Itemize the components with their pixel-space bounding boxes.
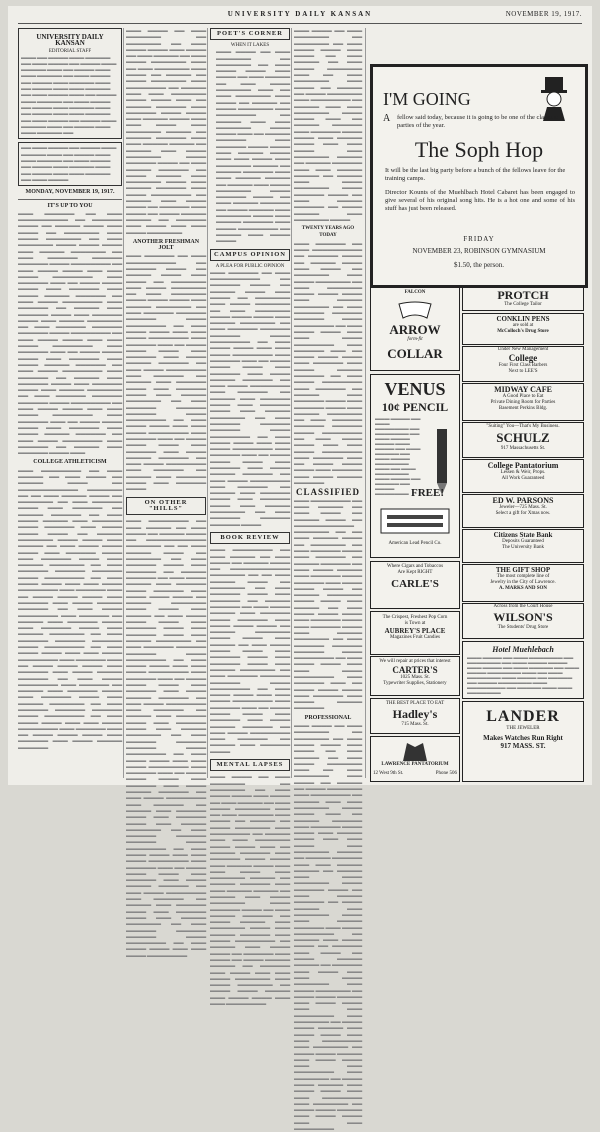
muehlbach-ad: Hotel Muehlebach ▬▬▬ ▬▬▬▬ ▬▬ ▬▬▬ ▬▬▬▬▬▬▬ ▬▬ ▬▬▬▬▬▬▬ ▬▬ ▬▬▬ ▬▬▬▬ ▬▬▬▬ ▬▬▬ ▬▬▬▬ ▬▬ ▬▬▬ ▬▬▬▬▬ ▬▬ ▬▬▬ ▬▬▬▬ ▬▬▬▬▬▬▬ ▬▬▬ ▬▬ ▬▬▬ ▬▬▬▬▬▬▬ ▬▬▬ ▬▬▬▬ ▬▬ ▬▬▬▬▬ ▬▬ ▬▬▬▬ ▬▬▬▬▬▬▬ ▬▬▬ ▬▬▬▬▬▬▬▬ ▬▬ ▬▬▬▬▬ ▬▬▬ ▬▬▬ ▬▬▬▬▬▬▬ bbox=[462, 641, 584, 699]
hadley-name: Hadley's bbox=[392, 707, 438, 721]
lander-name: LANDER bbox=[486, 708, 560, 725]
schulz-ad bbox=[462, 422, 584, 458]
masthead-rule bbox=[18, 23, 582, 24]
soph-hop-line1: I'M GOING bbox=[383, 89, 471, 109]
suit-icon bbox=[399, 739, 431, 761]
conklin-sub2: McColloch's Drug Store bbox=[497, 329, 549, 334]
masthead-date: NOVEMBER 19, 1917. bbox=[505, 10, 582, 18]
citizens-name: Citizens State Bank bbox=[493, 531, 553, 539]
column-1: UNIVERSITY DAILY KANSAN EDITORIAL STAFF ▬▬▬ ▬▬ ▬▬▬▬ ▬▬▬ ▬▬▬▬▬ ▬▬ ▬▬▬ ▬▬▬▬ ▬▬ ▬▬▬▬ ▬▬▬ ▬▬▬▬▬ ▬▬▬ ▬▬ ▬▬▬▬ ▬▬▬ ▬▬▬ ▬▬▬▬▬ ▬▬ ▬▬▬ ▬▬▬▬ ▬▬ ▬▬▬▬ ▬▬▬ ▬▬▬▬▬ ▬▬▬ ▬▬ ▬▬▬▬ ▬▬▬ ▬▬▬ ▬▬▬▬▬ ▬▬ ▬▬▬ ▬▬▬▬ ▬▬▬ ▬▬ ▬▬▬▬ ▬▬▬ ▬▬▬▬▬ ▬▬ ▬▬▬ ▬▬▬▬ ▬▬ ▬▬▬▬ ▬▬▬ ▬▬▬▬▬ ▬▬▬ ▬▬ ▬▬▬▬ ▬▬▬ ▬▬▬ ▬▬▬▬▬ ▬▬ ▬▬▬ ▬▬▬▬ ▬▬ ▬▬▬▬ ▬▬▬ ▬▬▬▬▬ ▬▬▬ ▬▬ ▬▬▬▬ ▬▬▬ ▬▬▬ ▬▬▬▬▬ ▬▬ ▬▬ ▬▬▬ ▬▬▬▬ ▬▬ ▬▬▬▬ ▬▬▬ ▬▬▬▬▬ ▬▬▬ ▬▬ ▬▬▬▬ ▬▬▬ ▬▬▬ ▬▬▬▬▬ ▬▬ ▬▬▬ ▬▬▬▬ ▬▬ ▬▬▬▬ ▬▬▬ ▬▬▬▬▬ ▬▬▬ ▬▬ ▬▬▬▬ ▬▬▬ ▬▬▬ ▬▬▬▬▬ ▬▬ ▬▬▬ ▬▬▬▬ MONDAY, NOVEMBER 19, 1917. IT'S UP TO YOU ▬▬▬ ▬▬▬▬▬▬ ▬▬ ▬▬▬ ▬▬▬▬▬▬▬▬▬▬ ▬▬ ▬▬▬▬▬▬ ▬▬▬▬ ▬▬ ▬▬▬▬▬ ▬▬▬▬ ▬▬▬ ▬▬▬▬ ▬▬ ▬▬▬▬▬▬▬ ▬▬▬ ▬▬▬▬ ▬▬▬▬▬▬▬ ▬▬ ▬▬▬ ▬▬▬▬▬▬▬ ▬▬▬▬ ▬▬▬▬ ▬▬▬▬ ▬▬▬ ▬▬▬▬▬ ▬▬▬▬▬▬▬ ▬▬ ▬▬▬ ▬▬▬▬▬▬ ▬▬▬▬▬▬ ▬▬▬▬▬▬ ▬▬▬▬ ▬▬▬▬▬▬▬▬ ▬▬ ▬▬▬ ▬▬▬▬ ▬▬▬▬ ▬▬▬ ▬▬▬ ▬▬▬▬ ▬▬▬▬▬▬▬▬ ▬▬▬ ▬▬▬▬▬▬ ▬▬▬ ▬▬ ▬▬▬▬ ▬▬▬▬ ▬▬▬▬ ▬▬▬ ▬▬▬▬▬▬ ▬▬▬ ▬▬▬▬ ▬▬▬▬▬ ▬▬▬▬▬▬ ▬▬ ▬▬▬ ▬▬▬▬ ▬▬▬▬▬▬▬▬ ▬▬▬ ▬▬▬▬▬▬ ▬▬ ▬▬▬▬▬ ▬▬▬ ▬▬▬▬▬▬ ▬▬▬▬ ▬▬▬ ▬▬▬▬▬▬ ▬▬▬▬ ▬▬▬ ▬▬▬▬▬ ▬▬▬▬▬▬▬ ▬▬ ▬▬▬ ▬▬▬▬▬▬ ▬▬▬▬▬▬ ▬▬▬▬▬▬ ▬▬▬▬ ▬▬▬▬▬▬▬▬ ▬▬ ▬▬▬ ▬▬▬▬ ▬▬▬▬ ▬▬▬ ▬▬▬ ▬▬▬▬ ▬▬▬▬▬▬▬▬ ▬▬▬ ▬▬▬▬▬▬ ▬▬▬ ▬▬ ▬▬▬▬ ▬▬▬▬ ▬▬▬▬ ▬▬▬ ▬▬▬▬▬▬ ▬▬▬ ▬▬▬▬ ▬▬▬▬▬ ▬▬▬▬▬▬ ▬▬ ▬▬▬ ▬▬▬▬ ▬▬▬▬▬▬▬▬ ▬▬▬ ▬▬▬▬▬▬ ▬▬ ▬▬▬▬▬ ▬▬▬ ▬▬▬▬▬▬ ▬▬▬▬ ▬▬▬ ▬▬▬▬▬▬ ▬▬▬▬ ▬▬▬ ▬▬▬▬▬ ▬▬▬▬▬▬▬ ▬▬ ▬▬▬ ▬▬▬▬▬▬ ▬▬▬▬▬▬ ▬▬▬▬▬▬ ▬▬▬▬ ▬▬▬▬▬▬▬▬ ▬▬ ▬▬▬ ▬▬▬▬ ▬▬▬▬ ▬▬▬ ▬▬▬ ▬▬▬▬ ▬▬▬▬▬▬▬▬ ▬▬▬ ▬▬▬▬▬▬ ▬▬▬ ▬▬ ▬▬▬▬ ▬▬▬▬ ▬▬▬▬ ▬▬▬ ▬▬▬▬▬▬ ▬▬▬ ▬▬▬▬ ▬▬▬▬▬ ▬▬▬▬▬▬ ▬▬ ▬▬▬ ▬▬▬▬ ▬▬▬▬▬▬▬▬ ▬▬▬ ▬▬▬▬▬▬ ▬▬ ▬▬▬▬▬ ▬▬▬ ▬▬▬▬▬▬ ▬▬▬▬ ▬▬▬ COLLEGE ATHLETICISM ▬▬▬ ▬▬▬▬▬▬▬▬ ▬▬ ▬▬▬ ▬▬▬▬▬ ▬▬ ▬▬▬ ▬▬▬▬ ▬▬ ▬▬▬▬▬ ▬▬▬▬ ▬▬ ▬▬▬▬▬▬▬▬▬▬▬▬ ▬▬▬▬▬▬▬ ▬▬ ▬▬ ▬▬▬ ▬▬▬▬▬ ▬▬▬▬ ▬▬ ▬▬▬▬▬▬▬ ▬▬ ▬▬▬ ▬▬▬▬▬▬ ▬▬▬▬ ▬▬▬ ▬▬▬▬▬▬ ▬▬ ▬▬▬▬▬ ▬▬▬▬▬▬ ▬▬ ▬▬▬ ▬▬▬▬ ▬▬▬▬▬ ▬▬▬ ▬▬▬▬▬▬ ▬▬▬▬ ▬▬▬▬▬▬ ▬▬▬ ▬▬▬▬ ▬▬▬▬ ▬▬▬▬ ▬▬ ▬▬▬▬▬ ▬▬▬▬▬▬▬ ▬▬▬▬ ▬▬▬▬ ▬▬▬ ▬▬▬▬▬ ▬▬ ▬▬▬ ▬▬▬▬ ▬▬▬▬ ▬▬▬▬ ▬▬▬ ▬▬▬▬▬▬ ▬▬▬▬ ▬▬▬ ▬▬▬▬▬▬ ▬▬▬▬ ▬▬▬ ▬▬▬▬▬ ▬▬▬▬▬▬▬ ▬▬ ▬▬▬ ▬▬▬▬▬▬ ▬▬▬▬▬▬ ▬▬▬▬▬▬ ▬▬▬▬ ▬▬▬▬▬▬▬▬ ▬▬ ▬▬▬ ▬▬▬▬ ▬▬▬▬ ▬▬▬ ▬▬▬ ▬▬▬▬ ▬▬▬▬▬▬▬▬ ▬▬▬ ▬▬▬▬▬▬ ▬▬▬ ▬▬ ▬▬▬▬ ▬▬▬▬ ▬▬▬▬ ▬▬▬ ▬▬▬▬▬▬ ▬▬▬ ▬▬▬▬ ▬▬▬▬▬ ▬▬▬▬▬▬ ▬▬ ▬▬▬ ▬▬▬▬ ▬▬▬▬▬▬▬▬ ▬▬▬ ▬▬▬▬▬▬ ▬▬ ▬▬▬▬▬ ▬▬▬ ▬▬▬▬▬▬ ▬▬▬▬ ▬▬▬ ▬▬▬▬▬▬ ▬▬▬▬ ▬▬▬ ▬▬▬▬▬ ▬▬▬▬▬▬▬ ▬▬ ▬▬▬ ▬▬▬▬▬▬ ▬▬▬▬▬▬ ▬▬▬▬▬▬ ▬▬▬▬ ▬▬▬▬▬▬▬▬ ▬▬ ▬▬▬ ▬▬▬▬ ▬▬▬▬ ▬▬▬ ▬▬▬ ▬▬▬▬ ▬▬▬▬▬▬▬▬ ▬▬▬ ▬▬▬▬▬▬ ▬▬▬ ▬▬ ▬▬▬▬ ▬▬▬▬ ▬▬▬▬ ▬▬▬ ▬▬▬▬▬▬ ▬▬▬ ▬▬▬▬ ▬▬▬▬▬ ▬▬▬▬▬▬ ▬▬ ▬▬▬ ▬▬▬▬ ▬▬▬▬▬▬▬▬ ▬▬▬ ▬▬▬▬▬▬ ▬▬ ▬▬▬▬▬ ▬▬▬ ▬▬▬▬▬▬ ▬▬▬▬ ▬▬▬ ▬▬▬▬▬▬ ▬▬▬▬ ▬▬▬ ▬▬▬▬▬ ▬▬▬▬▬▬▬ ▬▬ ▬▬▬ ▬▬▬▬▬▬ ▬▬▬▬▬▬ ▬▬▬▬▬▬ ▬▬▬▬ ▬▬▬▬▬▬▬▬ ▬▬ ▬▬▬ ▬▬▬▬ ▬▬▬▬ ▬▬▬ ▬▬▬ ▬▬▬▬ ▬▬▬▬▬▬▬▬ ▬▬▬ ▬▬▬▬▬▬ ▬▬▬ ▬▬ ▬▬▬▬ ▬▬▬▬ ▬▬▬▬ ▬▬▬ ▬▬▬▬▬▬ ▬▬▬ ▬▬▬▬ ▬▬▬▬▬ ▬▬▬▬▬▬ bbox=[18, 28, 122, 780]
wilsons-sub: The Students' Drug Store bbox=[497, 625, 549, 630]
college-pantatorium-ad bbox=[462, 459, 584, 493]
twenty-years-title: TWENTY YEARS AGO TODAY bbox=[301, 226, 355, 238]
section-campus-opinion: CAMPUS OPINION bbox=[210, 249, 290, 261]
carters-sub: Typewriter Supplies, Stationery bbox=[383, 681, 447, 686]
carters-repair: We will repair at prices that interest bbox=[379, 659, 451, 664]
muehlbach-name: Hotel Muehlebach bbox=[492, 645, 554, 654]
classified-title: CLASSIFIED bbox=[295, 487, 361, 498]
midway-sub2: Private Dining Room for Parties bbox=[490, 400, 556, 405]
hadleys-ad bbox=[370, 698, 460, 734]
professional-title: PROFESSIONAL bbox=[304, 714, 352, 721]
aubrey-line2: is Town at bbox=[404, 621, 426, 626]
lawrence-pant-addr: 12 West 9th St. bbox=[373, 771, 404, 776]
editorial-3-title: ANOTHER FRESHMAN JOLT bbox=[132, 238, 200, 252]
aubrey-ad bbox=[370, 611, 460, 655]
editorial-1-title: IT'S UP TO YOU bbox=[47, 202, 93, 209]
wilsons-ad bbox=[462, 603, 584, 639]
lawrence-pant-phone: Phone 506 bbox=[435, 771, 457, 776]
schulz-addr: 917 Massachusetts St. bbox=[500, 446, 546, 451]
gift-shop-name: THE GIFT SHOP bbox=[495, 566, 551, 574]
protch-name: PROTCH bbox=[497, 288, 549, 302]
venus-brand: VENUS bbox=[384, 379, 446, 399]
soph-hop-price: $1.50, the person. bbox=[454, 261, 504, 269]
hadley-top: THE BEST PLACE TO EAT bbox=[385, 701, 445, 706]
arrow-collar-ad bbox=[370, 287, 460, 371]
conklin-name: CONKLIN PENS bbox=[496, 315, 550, 323]
ed-parsons-sub: Jeweler—725 Mass. St. bbox=[499, 505, 547, 510]
hadley-addr: 715 Mass. St. bbox=[401, 722, 429, 727]
collar-icon bbox=[397, 300, 433, 320]
soph-hop-date-place: NOVEMBER 23, ROBINSON GYMNASIUM bbox=[412, 247, 546, 255]
lawrence-pant-name: LAWRENCE PANTATORIUM bbox=[381, 762, 449, 767]
college-shop1: Under New Management bbox=[497, 347, 549, 352]
venus-free: FREE! bbox=[411, 487, 444, 499]
editorial-2-title: COLLEGE ATHLETICISM bbox=[33, 459, 107, 466]
gift-sub2: The most complete line of bbox=[496, 574, 550, 579]
conklin-sub: are sold at bbox=[512, 323, 534, 328]
column-2: ▬▬▬ ▬▬▬▬ ▬▬ ▬▬▬ ▬▬▬▬▬▬▬ ▬▬ ▬▬▬▬▬▬▬ ▬▬ ▬▬▬ ▬▬▬▬ ▬▬▬▬ ▬▬▬ ▬▬▬▬ ▬▬ ▬▬▬ ▬▬▬▬▬ ▬▬ ▬▬▬ ▬▬▬▬ ▬▬▬▬▬▬▬ ▬▬▬ ▬▬ ▬▬▬ ▬▬▬▬▬▬▬ ▬▬▬ ▬▬▬▬ ▬▬ ▬▬▬▬▬ ▬▬ ▬▬▬▬ ▬▬▬▬▬▬▬ ▬▬▬ ▬▬▬▬▬▬▬▬ ▬▬ ▬▬▬▬▬ ▬▬▬ ▬▬▬ ▬▬▬▬▬▬▬ ▬▬▬▬ ▬▬▬▬ ▬▬▬ ▬▬ ▬▬▬▬▬ ▬▬▬▬▬▬ ▬▬▬ ▬▬▬▬▬▬ ▬▬▬▬ ▬▬▬▬ ▬▬▬ ▬▬▬▬▬ ▬▬▬▬ ▬▬▬ ▬▬▬ ▬▬▬▬ ▬▬▬ ▬▬▬▬▬▬▬ ▬▬▬▬▬ ▬▬ ▬▬▬▬▬ ▬▬▬▬▬▬ ▬▬▬ ▬▬▬ ▬▬▬▬▬ ▬▬▬▬▬ ▬▬ ▬▬▬▬▬ ▬▬▬ ▬▬▬▬ ▬▬▬▬▬▬▬ ▬▬▬▬ ▬▬▬▬▬▬ ▬▬▬▬ ▬▬ ▬▬▬ ▬▬▬▬▬ ▬▬▬▬▬▬ ▬▬ ▬▬▬▬ ▬▬▬▬▬ ▬▬▬ ▬▬▬▬▬▬▬ ▬▬▬▬ ▬▬▬ ▬▬▬▬▬ ▬▬▬▬▬▬ ▬▬▬ ▬▬▬▬ ▬▬▬▬▬▬▬▬ ▬▬ ▬▬▬▬▬ ▬▬▬ ▬▬▬▬ ▬▬▬▬ ▬▬ ▬▬▬▬▬▬ ▬▬▬ ▬▬▬▬ ▬▬ ▬▬▬▬ ▬▬▬▬▬ ▬▬▬▬▬ ▬▬ ▬▬▬▬▬▬ ▬▬▬ ▬▬▬▬ ▬▬▬ ▬▬▬ ▬▬▬▬ ▬▬▬▬▬▬▬ ANOTHER FRESHMAN JOLT ▬▬▬ ▬▬▬▬▬▬ ▬▬ ▬▬▬ ▬▬▬▬▬▬▬▬▬▬ ▬▬ ▬▬▬▬▬▬ ▬▬▬▬ ▬▬ ▬▬▬▬▬ ▬▬▬▬ ▬▬▬ ▬▬▬▬ ▬▬ ▬▬▬▬▬▬▬ ▬▬▬ ▬▬▬▬ ▬▬▬▬▬▬▬ ▬▬ ▬▬▬ ▬▬▬▬▬▬▬ ▬▬▬▬ ▬▬▬▬ ▬▬▬▬ ▬▬▬ ▬▬▬▬▬ ▬▬▬▬▬▬▬ ▬▬ ▬▬▬ ▬▬▬▬▬▬ ▬▬▬▬▬▬ ▬▬▬▬▬▬ ▬▬▬▬ ▬▬▬▬▬▬▬▬ ▬▬ ▬▬▬ ▬▬▬▬ ▬▬▬▬ ▬▬▬ ▬▬▬ ▬▬▬▬ ▬▬▬▬▬▬▬▬ ▬▬▬ ▬▬▬▬▬▬ ▬▬▬ ▬▬ ▬▬▬▬ ▬▬▬▬ ▬▬▬▬ ▬▬▬ ▬▬▬▬▬▬ ▬▬▬ ▬▬▬▬ ▬▬▬▬▬ ▬▬▬▬▬▬ ▬▬ ▬▬▬ ▬▬▬▬ ▬▬▬▬▬▬▬▬ ▬▬▬ ▬▬▬▬▬▬ ▬▬ ▬▬▬▬▬ ▬▬▬ ▬▬▬▬▬▬ ▬▬▬▬ ▬▬▬ ▬▬▬▬▬▬ ▬▬▬▬ ▬▬▬ ▬▬▬▬▬ ▬▬▬▬▬▬▬ ▬▬ ▬▬▬ ▬▬▬▬▬▬ ▬▬▬▬▬▬ ▬▬▬▬▬▬ ▬▬▬▬ ▬▬▬▬▬▬▬▬ ▬▬ ▬▬▬ ▬▬▬▬ ▬▬▬▬ ▬▬▬ ▬▬▬ ▬▬▬▬ ▬▬▬▬▬▬▬▬ ▬▬▬ ▬▬▬▬▬▬ ▬▬▬ ▬▬ ▬▬▬▬ ▬▬▬▬ ▬▬▬▬ ▬▬▬ ▬▬▬▬▬▬ ▬▬▬ ▬▬▬▬ ▬▬▬▬▬ ▬▬▬▬▬▬ ▬▬ ▬▬▬ ▬▬▬▬ ▬▬▬▬▬▬▬▬ ▬▬▬ ▬▬▬▬▬▬ ▬▬ ▬▬▬▬▬ ▬▬▬ ▬▬▬▬▬▬ ▬▬▬▬ ▬▬▬ ▬▬▬▬▬▬ ▬▬▬▬ ON OTHER "HILLS" ▬▬▬ ▬▬▬▬▬▬▬▬ ▬▬ ▬▬▬ ▬▬▬▬▬ ▬▬ ▬▬▬ ▬▬▬▬ ▬▬ ▬▬▬▬▬ ▬▬▬▬ ▬▬ ▬▬▬▬▬▬▬▬▬▬▬▬ ▬▬▬▬▬▬▬ ▬▬ ▬▬ ▬▬▬ ▬▬▬▬▬ ▬▬▬▬ ▬▬ ▬▬▬▬▬▬▬ ▬▬ ▬▬▬ ▬▬▬▬▬▬ ▬▬▬▬ ▬▬▬ ▬▬▬▬▬▬ ▬▬ ▬▬▬▬▬ ▬▬▬▬▬▬ ▬▬ ▬▬▬ ▬▬▬▬ ▬▬▬▬▬ ▬▬▬ ▬▬▬▬▬▬ ▬▬▬▬ ▬▬▬▬▬▬ ▬▬▬ ▬▬▬▬ ▬▬▬▬ ▬▬▬▬ ▬▬ ▬▬▬▬▬ ▬▬▬▬▬▬▬ ▬▬▬▬ ▬▬▬▬ ▬▬▬ ▬▬▬▬▬ ▬▬ ▬▬▬ ▬▬▬▬ ▬▬▬▬ ▬▬▬▬ ▬▬▬ ▬▬▬▬▬▬ ▬▬▬▬ ▬▬▬ ▬▬▬▬▬▬ ▬▬▬▬ ▬▬▬ ▬▬▬▬▬ ▬▬▬▬▬▬▬ ▬▬ ▬▬▬ ▬▬▬▬▬▬ ▬▬▬▬▬▬ ▬▬▬▬▬▬ ▬▬▬▬ ▬▬▬▬▬▬▬▬ ▬▬ ▬▬▬ ▬▬▬▬ ▬▬▬▬ ▬▬▬ ▬▬▬ ▬▬▬▬ ▬▬▬▬▬▬▬▬ ▬▬▬ ▬▬▬▬▬▬ ▬▬▬ ▬▬ ▬▬▬▬ ▬▬▬▬ ▬▬▬▬ ▬▬▬ ▬▬▬▬▬▬ ▬▬▬ ▬▬▬▬ ▬▬▬▬▬ ▬▬▬▬▬▬ ▬▬ ▬▬▬ ▬▬▬▬ ▬▬▬▬▬▬▬▬ ▬▬▬ ▬▬▬▬▬▬ ▬▬ ▬▬▬▬▬ ▬▬▬ ▬▬▬▬▬▬ ▬▬▬▬ ▬▬▬ ▬▬▬▬▬▬ ▬▬▬▬ ▬▬▬ ▬▬▬▬▬ ▬▬▬▬▬▬▬ ▬▬ ▬▬▬ ▬▬▬▬▬▬ ▬▬▬▬▬▬ ▬▬▬▬▬▬ ▬▬▬▬ ▬▬▬▬▬▬▬▬ ▬▬ ▬▬▬ ▬▬▬▬ ▬▬▬▬ ▬▬▬ ▬▬▬ ▬▬▬▬ ▬▬▬▬▬▬▬▬ ▬▬▬ ▬▬▬▬▬▬ ▬▬▬ ▬▬ ▬▬▬▬ ▬▬▬▬ ▬▬▬▬ ▬▬▬ ▬▬▬▬▬▬ ▬▬▬ ▬▬▬▬ ▬▬▬▬▬ ▬▬▬▬▬▬ ▬▬ ▬▬▬ ▬▬▬▬ ▬▬▬▬▬▬▬▬ ▬▬▬ ▬▬▬▬▬▬ ▬▬ ▬▬▬▬▬ ▬▬▬ ▬▬▬▬▬▬ ▬▬▬▬ ▬▬▬ ▬▬▬▬▬▬ ▬▬▬▬ ▬▬▬ ▬▬▬▬▬ ▬▬▬▬▬▬▬ ▬▬ ▬▬▬ ▬▬▬▬▬▬ ▬▬▬▬▬▬ ▬▬▬▬▬▬ ▬▬▬▬ ▬▬▬▬▬▬▬▬ ▬▬ ▬▬▬ ▬▬▬▬ ▬▬▬▬ ▬▬▬ ▬▬▬ ▬▬▬▬ ▬▬▬▬▬▬▬▬ ▬▬▬ ▬▬▬▬▬▬ ▬▬▬ ▬▬ ▬▬▬▬ ▬▬▬▬ ▬▬▬▬ ▬▬▬ ▬▬▬▬▬▬ ▬▬▬ ▬▬▬▬ ▬▬▬▬▬ ▬▬▬▬▬▬ ▬▬ ▬▬▬ ▬▬▬▬ ▬▬▬▬▬▬▬▬ ▬▬▬ ▬▬▬▬▬▬ ▬▬ ▬▬▬▬▬ ▬▬▬ ▬▬▬▬▬▬ ▬▬▬▬ ▬▬▬ ▬▬▬▬▬▬ ▬▬▬▬ ▬▬▬ ▬▬▬▬▬ ▬▬▬▬▬▬▬ ▬▬ ▬▬▬ ▬▬▬▬▬▬ ▬▬▬▬▬▬ ▬▬▬▬▬▬ ▬▬▬▬ ▬▬▬▬▬▬▬▬ ▬▬ ▬▬▬ ▬▬▬▬ ▬▬▬▬ ▬▬▬ ▬▬▬ ▬▬▬▬ ▬▬▬▬▬▬▬▬ bbox=[126, 28, 206, 959]
gift-owner: A. MARKS AND SON bbox=[498, 586, 548, 591]
notice-box: ▬▬ ▬▬▬ ▬▬▬▬ ▬▬ ▬▬▬▬ ▬▬▬ ▬▬▬▬▬ ▬▬▬ ▬▬ ▬▬▬▬ ▬▬▬ ▬▬▬ ▬▬▬▬▬ ▬▬ ▬▬▬ ▬▬▬▬ ▬▬ ▬▬▬▬ ▬▬▬ ▬▬▬▬▬ ▬▬▬ ▬▬ ▬▬▬▬ ▬▬▬ ▬▬▬ ▬▬▬▬▬ ▬▬ ▬▬▬ ▬▬▬▬ bbox=[18, 142, 122, 186]
aubrey-name: AUBREY'S PLACE bbox=[384, 627, 446, 635]
carters-ad bbox=[370, 656, 460, 696]
soph-hop-body: It will be the last big party before a bunch of the fellows leave for the training camps. bbox=[385, 167, 566, 182]
column-3: POET'S CORNER WHEN IT LAKES ▬▬▬ ▬▬▬▬ ▬▬ ▬▬▬ ▬▬▬▬▬▬▬ ▬▬ ▬▬▬▬▬▬▬ ▬▬ ▬▬▬ ▬▬▬▬ ▬▬▬▬ ▬▬▬ ▬▬▬▬ ▬▬ ▬▬▬ ▬▬▬▬▬ ▬▬ ▬▬▬ ▬▬▬▬ ▬▬▬▬▬▬▬ ▬▬▬ ▬▬ ▬▬▬ ▬▬▬▬▬▬▬ ▬▬▬ ▬▬▬▬ ▬▬ ▬▬▬▬▬ ▬▬ ▬▬▬▬ ▬▬▬▬▬▬▬ ▬▬▬ ▬▬▬▬▬▬▬▬ ▬▬ ▬▬▬▬▬ ▬▬▬ ▬▬▬ ▬▬▬▬▬▬▬ ▬▬▬▬ ▬▬▬▬ ▬▬▬ ▬▬ ▬▬▬▬▬ ▬▬▬▬▬▬ ▬▬▬ ▬▬▬▬▬▬ ▬▬▬▬ ▬▬▬▬ ▬▬▬ ▬▬▬▬▬ ▬▬▬▬ ▬▬▬ ▬▬▬ ▬▬▬▬ ▬▬▬ ▬▬▬▬▬▬▬ ▬▬▬▬▬ ▬▬ ▬▬▬▬▬ ▬▬▬▬▬▬ ▬▬▬ ▬▬▬ ▬▬▬▬▬ ▬▬▬▬▬ ▬▬ ▬▬▬▬▬ ▬▬▬ ▬▬▬▬ ▬▬▬▬▬▬▬ ▬▬▬▬ ▬▬▬▬▬▬ ▬▬▬▬ ▬▬ ▬▬▬ ▬▬▬▬▬ ▬▬▬▬▬▬ ▬▬ ▬▬▬▬ ▬▬▬▬▬ ▬▬▬ ▬▬▬▬▬▬▬ ▬▬▬▬ ▬▬▬ ▬▬▬▬▬ ▬▬▬▬▬▬ ▬▬▬ ▬▬▬▬ ▬▬▬▬▬▬▬▬ ▬▬ ▬▬▬▬▬ ▬▬▬ ▬▬▬▬ ▬▬▬▬ CAMPUS OPINION A PLEA FOR PUBLIC OPINION ▬▬▬ ▬▬▬▬▬▬ ▬▬ ▬▬▬ ▬▬▬▬▬▬▬▬▬▬ ▬▬ ▬▬▬▬▬▬ ▬▬▬▬ ▬▬ ▬▬▬▬▬ ▬▬▬▬ ▬▬▬ ▬▬▬▬ ▬▬ ▬▬▬▬▬▬▬ ▬▬▬ ▬▬▬▬ ▬▬▬▬▬▬▬ ▬▬ ▬▬▬ ▬▬▬▬▬▬▬ ▬▬▬▬ ▬▬▬▬ ▬▬▬▬ ▬▬▬ ▬▬▬▬▬ ▬▬▬▬▬▬▬ ▬▬ ▬▬▬ ▬▬▬▬▬▬ ▬▬▬▬▬▬ ▬▬▬▬▬▬ ▬▬▬▬ ▬▬▬▬▬▬▬▬ ▬▬ ▬▬▬ ▬▬▬▬ ▬▬▬▬ ▬▬▬ ▬▬▬ ▬▬▬▬ ▬▬▬▬▬▬▬▬ ▬▬▬ ▬▬▬▬▬▬ ▬▬▬ ▬▬ ▬▬▬▬ ▬▬▬▬ ▬▬▬▬ ▬▬▬ ▬▬▬▬▬▬ ▬▬▬ ▬▬▬▬ ▬▬▬▬▬ ▬▬▬▬▬▬ ▬▬ ▬▬▬ ▬▬▬▬ ▬▬▬▬▬▬▬▬ ▬▬▬ ▬▬▬▬▬▬ ▬▬ ▬▬▬▬▬ ▬▬▬ ▬▬▬▬▬▬ ▬▬▬▬ ▬▬▬ ▬▬▬▬▬▬ ▬▬▬▬ ▬▬▬ ▬▬▬▬▬ ▬▬▬▬▬▬▬ ▬▬ ▬▬▬ ▬▬▬▬▬▬ ▬▬▬▬▬▬ ▬▬▬▬▬▬ ▬▬▬▬ ▬▬▬▬▬▬▬▬ ▬▬ ▬▬▬ ▬▬▬▬ ▬▬▬▬ ▬▬▬ ▬▬▬ ▬▬▬▬ ▬▬▬▬▬▬▬▬ ▬▬▬ ▬▬▬▬▬▬ ▬▬▬ ▬▬ ▬▬▬▬ ▬▬▬▬ ▬▬▬▬ ▬▬▬ ▬▬▬▬▬▬ ▬▬▬ ▬▬▬▬ ▬▬▬▬▬ ▬▬▬▬▬▬ ▬▬ ▬▬▬ ▬▬▬▬ ▬▬▬▬▬▬▬▬ ▬▬▬ ▬▬▬▬▬▬ ▬▬ ▬▬▬▬▬ ▬▬▬ ▬▬▬▬▬▬ ▬▬▬▬ ▬▬▬ ▬▬▬▬▬▬ ▬▬▬▬ ▬▬▬ ▬▬▬▬▬ ▬▬▬▬▬▬▬ ▬▬ ▬▬▬ ▬▬▬▬▬▬ ▬▬▬▬▬▬ ▬▬▬▬▬▬ ▬▬▬▬ BOOK REVIEW ▬▬▬ ▬▬▬▬▬▬▬▬ ▬▬ ▬▬▬ ▬▬▬▬▬ ▬▬ ▬▬▬ ▬▬▬▬ ▬▬ ▬▬▬▬▬ ▬▬▬▬ ▬▬ ▬▬▬▬▬▬▬▬▬▬▬▬ ▬▬▬▬▬▬▬ ▬▬ ▬▬ ▬▬▬ ▬▬▬▬▬ ▬▬▬▬ ▬▬ ▬▬▬▬▬▬▬ ▬▬ ▬▬▬ ▬▬▬▬▬▬ ▬▬▬▬ ▬▬▬ ▬▬▬▬▬▬ ▬▬ ▬▬▬▬▬ ▬▬▬▬▬▬ ▬▬ ▬▬▬ ▬▬▬▬ ▬▬▬▬▬ ▬▬▬ ▬▬▬▬▬▬ ▬▬▬▬ ▬▬▬▬▬▬ ▬▬▬ ▬▬▬▬ ▬▬▬▬ ▬▬▬▬ ▬▬ ▬▬▬▬▬ ▬▬▬▬▬▬▬ ▬▬▬▬ ▬▬▬▬ ▬▬▬ ▬▬▬▬▬ ▬▬ ▬▬▬ ▬▬▬▬ ▬▬▬▬ ▬▬▬▬ ▬▬▬ ▬▬▬▬▬▬ ▬▬▬▬ ▬▬▬ ▬▬▬▬▬▬ ▬▬▬▬ ▬▬▬ ▬▬▬▬▬ ▬▬▬▬▬▬▬ ▬▬ ▬▬▬ ▬▬▬▬▬▬ ▬▬▬▬▬▬ ▬▬▬▬▬▬ ▬▬▬▬ ▬▬▬▬▬▬▬▬ ▬▬ ▬▬▬ ▬▬▬▬ ▬▬▬▬ ▬▬▬ ▬▬▬ ▬▬▬▬ ▬▬▬▬▬▬▬▬ ▬▬▬ ▬▬▬▬▬▬ ▬▬▬ ▬▬ ▬▬▬▬ ▬▬▬▬ ▬▬▬▬ ▬▬▬ ▬▬▬▬▬▬ ▬▬▬ ▬▬▬▬ ▬▬▬▬▬ ▬▬▬▬▬▬ ▬▬ ▬▬▬ ▬▬▬▬ ▬▬▬▬▬▬▬▬ ▬▬▬ ▬▬▬▬▬▬ ▬▬ ▬▬▬▬▬ ▬▬▬ ▬▬▬▬▬▬ ▬▬▬▬ MENTAL LAPSES ▬▬▬ ▬▬▬▬ ▬▬ ▬▬▬ ▬▬▬▬▬▬▬ ▬▬ ▬▬▬▬▬▬▬ ▬▬ ▬▬▬ ▬▬▬▬ ▬▬▬▬ ▬▬▬ ▬▬▬▬ ▬▬ ▬▬▬ ▬▬▬▬▬ ▬▬ ▬▬▬ ▬▬▬▬ ▬▬▬▬▬▬▬ ▬▬▬ ▬▬ ▬▬▬ ▬▬▬▬▬▬▬ ▬▬▬ ▬▬▬▬ ▬▬ ▬▬▬▬▬ ▬▬ ▬▬▬▬ ▬▬▬▬▬▬▬ ▬▬▬ ▬▬▬▬▬▬▬▬ ▬▬ ▬▬▬▬▬ ▬▬▬ ▬▬▬ ▬▬▬▬▬▬▬ ▬▬▬▬ ▬▬▬▬ ▬▬▬ ▬▬ ▬▬▬▬▬ ▬▬▬▬▬▬ ▬▬▬ ▬▬▬▬▬▬ ▬▬▬▬ ▬▬▬▬ ▬▬▬ ▬▬▬▬▬ ▬▬▬▬ ▬▬▬ ▬▬▬ ▬▬▬▬ ▬▬▬ ▬▬▬▬▬▬▬ ▬▬▬▬▬ ▬▬ ▬▬▬▬▬ ▬▬▬▬▬▬ ▬▬▬ ▬▬▬ ▬▬▬▬▬ ▬▬▬▬▬ ▬▬ ▬▬▬▬▬ ▬▬▬ ▬▬▬▬ ▬▬▬▬▬▬▬ ▬▬▬▬ ▬▬▬▬▬▬ ▬▬▬▬ ▬▬ ▬▬▬ ▬▬▬▬▬ ▬▬▬▬▬▬ ▬▬ ▬▬▬▬ ▬▬▬▬▬ ▬▬▬ ▬▬▬▬▬▬▬ ▬▬▬▬ ▬▬▬ ▬▬▬▬▬ ▬▬▬▬▬▬ ▬▬▬ ▬▬▬▬ ▬▬▬▬▬▬▬▬ ▬▬ ▬▬▬▬▬ ▬▬▬ ▬▬▬▬ ▬▬▬▬ ▬▬ ▬▬▬▬▬▬ ▬▬▬ ▬▬▬▬ ▬▬ ▬▬▬▬ ▬▬▬▬▬ ▬▬▬▬▬ ▬▬ ▬▬▬▬▬▬ ▬▬▬ ▬▬▬▬ ▬▬▬ ▬▬▬ ▬▬▬▬ ▬▬▬▬▬▬▬ ▬▬▬ ▬▬▬▬ ▬▬▬▬▬▬▬ ▬▬ ▬▬▬▬ ▬▬▬▬ ▬▬▬▬▬ ▬▬▬ ▬▬▬▬ ▬▬▬▬ ▬▬▬ ▬▬▬ ▬▬▬▬▬▬▬▬ bbox=[210, 30, 290, 1008]
carters-name: CARTER'S bbox=[392, 665, 438, 675]
gift-shop-ad bbox=[462, 564, 584, 602]
poem-title: WHEN IT LAKES bbox=[230, 43, 270, 49]
soph-hop-ad bbox=[370, 64, 588, 288]
column-4: ▬▬▬ ▬▬▬▬ ▬▬ ▬▬▬ ▬▬▬▬▬▬▬ ▬▬ ▬▬▬▬▬▬▬ ▬▬ ▬▬▬ ▬▬▬▬ ▬▬▬▬ ▬▬▬ ▬▬▬▬ ▬▬ ▬▬▬ ▬▬▬▬▬ ▬▬ ▬▬▬ ▬▬▬▬ ▬▬▬▬▬▬▬ ▬▬▬ ▬▬ ▬▬▬ ▬▬▬▬▬▬▬ ▬▬▬ ▬▬▬▬ ▬▬ ▬▬▬▬▬ ▬▬ ▬▬▬▬ ▬▬▬▬▬▬▬ ▬▬▬ ▬▬▬▬▬▬▬▬ ▬▬ ▬▬▬▬▬ ▬▬▬ ▬▬▬ ▬▬▬▬▬▬▬ ▬▬▬▬ ▬▬▬▬ ▬▬▬ ▬▬ ▬▬▬▬▬ ▬▬▬▬▬▬ ▬▬▬ ▬▬▬▬▬▬ ▬▬▬▬ ▬▬▬▬ ▬▬▬ ▬▬▬▬▬ ▬▬▬▬ ▬▬▬ ▬▬▬ ▬▬▬▬ ▬▬▬ ▬▬▬▬▬▬▬ ▬▬▬▬▬ ▬▬ ▬▬▬▬▬ ▬▬▬▬▬▬ ▬▬▬ ▬▬▬ ▬▬▬▬▬ ▬▬▬▬▬ ▬▬ ▬▬▬▬▬ ▬▬▬ ▬▬▬▬ ▬▬▬▬▬▬▬ ▬▬▬▬ ▬▬▬▬▬▬ ▬▬▬▬ ▬▬ ▬▬▬ ▬▬▬▬▬ ▬▬▬▬▬▬ ▬▬ ▬▬▬▬ ▬▬▬▬▬ ▬▬▬ ▬▬▬▬▬▬▬ ▬▬▬▬ TWENTY YEARS AGO TODAY ▬▬▬ ▬▬▬▬▬▬ ▬▬ ▬▬▬ ▬▬▬▬▬▬▬▬▬▬ ▬▬ ▬▬▬▬▬▬ ▬▬▬▬ ▬▬ ▬▬▬▬▬ ▬▬▬▬ ▬▬▬ ▬▬▬▬ ▬▬ ▬▬▬▬▬▬▬ ▬▬▬ ▬▬▬▬ ▬▬▬▬▬▬▬ ▬▬ ▬▬▬ ▬▬▬▬▬▬▬ ▬▬▬▬ ▬▬▬▬ ▬▬▬▬ ▬▬▬ ▬▬▬▬▬ ▬▬▬▬▬▬▬ ▬▬ ▬▬▬ ▬▬▬▬▬▬ ▬▬▬▬▬▬ ▬▬▬▬▬▬ ▬▬▬▬ ▬▬▬▬▬▬▬▬ ▬▬ ▬▬▬ ▬▬▬▬ ▬▬▬▬ ▬▬▬ ▬▬▬ ▬▬▬▬ ▬▬▬▬▬▬▬▬ ▬▬▬ ▬▬▬▬▬▬ ▬▬▬ ▬▬ ▬▬▬▬ ▬▬▬▬ ▬▬▬▬ ▬▬▬ ▬▬▬▬▬▬ ▬▬▬ ▬▬▬▬ ▬▬▬▬▬ ▬▬▬▬▬▬ ▬▬ ▬▬▬ ▬▬▬▬ ▬▬▬▬▬▬▬▬ ▬▬▬ ▬▬▬▬▬▬ ▬▬ ▬▬▬▬▬ ▬▬▬ ▬▬▬▬▬▬ ▬▬▬▬ ▬▬▬ ▬▬▬▬▬▬ ▬▬▬▬ ▬▬▬ ▬▬▬▬▬ ▬▬▬▬▬▬▬ ▬▬ ▬▬▬ ▬▬▬▬▬▬ ▬▬▬▬▬▬ ▬▬▬▬▬▬ ▬▬▬▬ ▬▬▬▬▬▬▬▬ ▬▬ ▬▬▬ ▬▬▬▬ ▬▬▬▬ ▬▬▬ ▬▬▬ ▬▬▬▬ ▬▬▬▬▬▬▬▬ ▬▬▬ ▬▬▬▬▬▬ ▬▬▬ ▬▬ ▬▬▬▬ ▬▬▬▬ ▬▬▬▬ ▬▬▬ ▬▬▬▬▬▬ ▬▬▬ ▬▬▬▬ ▬▬▬▬▬ ▬▬▬▬▬▬ CLASSIFIED ▬▬▬ ▬▬▬▬▬▬▬▬ ▬▬ ▬▬▬ ▬▬▬▬▬ ▬▬ ▬▬▬ ▬▬▬▬ ▬▬ ▬▬▬▬▬ ▬▬▬▬ ▬▬ ▬▬▬▬▬▬▬▬▬▬▬▬ ▬▬▬▬▬▬▬ ▬▬ ▬▬ ▬▬▬ ▬▬▬▬▬ ▬▬▬▬ ▬▬ ▬▬▬▬▬▬▬ ▬▬ ▬▬▬ ▬▬▬▬▬▬ ▬▬▬▬ ▬▬▬ ▬▬▬▬▬▬ ▬▬ ▬▬▬▬▬ ▬▬▬▬▬▬ ▬▬ ▬▬▬ ▬▬▬▬ ▬▬▬▬▬ ▬▬▬ ▬▬▬▬▬▬ ▬▬▬▬ ▬▬▬▬▬▬ ▬▬▬ ▬▬▬▬ ▬▬▬▬ ▬▬▬▬ ▬▬ ▬▬▬▬▬ ▬▬▬▬▬▬▬ ▬▬▬▬ ▬▬▬▬ ▬▬▬ ▬▬▬▬▬ ▬▬ ▬▬▬ ▬▬▬▬ ▬▬▬▬ ▬▬▬▬ ▬▬▬ ▬▬▬▬▬▬ ▬▬▬▬ ▬▬▬ ▬▬▬▬▬▬ ▬▬▬▬ ▬▬▬ ▬▬▬▬▬ ▬▬▬▬▬▬▬ ▬▬ ▬▬▬ ▬▬▬▬▬▬ ▬▬▬▬▬▬ ▬▬▬▬▬▬ ▬▬▬▬ ▬▬▬▬▬▬▬▬ ▬▬ ▬▬▬ ▬▬▬▬ ▬▬▬▬ ▬▬▬ ▬▬▬ ▬▬▬▬ ▬▬▬▬▬▬▬▬ ▬▬▬ ▬▬▬▬▬▬ ▬▬▬ ▬▬ ▬▬▬▬ ▬▬▬▬ ▬▬▬▬ ▬▬▬ ▬▬▬▬▬▬ ▬▬▬ ▬▬▬▬ ▬▬▬▬▬ ▬▬▬▬▬▬ PROFESSIONAL ▬▬▬ ▬▬▬▬ ▬▬ ▬▬▬ ▬▬▬▬▬▬▬ ▬▬ ▬▬▬▬▬▬▬ ▬▬ ▬▬▬ ▬▬▬▬ ▬▬▬▬ ▬▬▬ ▬▬▬▬ ▬▬ ▬▬▬ ▬▬▬▬▬ ▬▬ ▬▬▬ ▬▬▬▬ ▬▬▬▬▬▬▬ ▬▬▬ ▬▬ ▬▬▬ ▬▬▬▬▬▬▬ ▬▬▬ ▬▬▬▬ ▬▬ ▬▬▬▬▬ ▬▬ ▬▬▬▬ ▬▬▬▬▬▬▬ ▬▬▬ ▬▬▬▬▬▬▬▬ ▬▬ ▬▬▬▬▬ ▬▬▬ ▬▬▬ ▬▬▬▬▬▬▬ ▬▬▬▬ ▬▬▬▬ ▬▬▬ ▬▬ ▬▬▬▬▬ ▬▬▬▬▬▬ ▬▬▬ ▬▬▬▬▬▬ ▬▬▬▬ ▬▬▬▬ ▬▬▬ ▬▬▬▬▬ ▬▬▬▬ ▬▬▬ ▬▬▬ ▬▬▬▬ ▬▬▬ ▬▬▬▬▬▬▬ ▬▬▬▬▬ ▬▬ ▬▬▬▬▬ ▬▬▬▬▬▬ ▬▬▬ ▬▬▬ ▬▬▬▬▬ ▬▬▬▬▬ ▬▬ ▬▬▬▬▬ ▬▬▬ ▬▬▬▬ ▬▬▬▬▬▬▬ ▬▬▬▬ ▬▬▬▬▬▬ ▬▬▬▬ ▬▬ ▬▬▬ ▬▬▬▬▬ ▬▬▬▬▬▬ ▬▬ ▬▬▬▬ ▬▬▬▬▬ ▬▬▬ ▬▬▬▬▬▬▬ ▬▬▬▬ ▬▬▬ ▬▬▬▬▬ ▬▬▬▬▬▬ ▬▬▬ ▬▬▬▬ ▬▬▬▬▬▬▬▬ ▬▬ ▬▬▬▬▬ ▬▬▬ ▬▬▬▬ ▬▬▬▬ ▬▬ ▬▬▬▬▬▬ ▬▬▬ ▬▬▬▬ ▬▬ ▬▬▬▬ ▬▬▬▬▬ ▬▬▬▬▬ ▬▬ ▬▬▬▬▬▬ ▬▬▬ ▬▬▬▬ ▬▬▬ ▬▬▬ ▬▬▬▬ ▬▬▬▬▬▬▬ ▬▬▬ ▬▬▬▬ ▬▬▬▬▬▬▬ ▬▬ ▬▬▬▬ ▬▬▬▬ ▬▬▬▬▬ ▬▬▬ ▬▬▬▬ ▬▬▬▬ ▬▬▬ ▬▬▬ ▬▬▬▬▬▬▬▬ ▬▬▬ ▬▬▬▬▬▬▬ ▬▬ ▬▬▬▬ ▬▬▬▬ ▬▬▬▬▬ ▬▬▬ ▬▬▬▬ ▬▬▬▬ ▬▬▬ ▬▬▬ ▬▬▬▬▬▬▬▬ ▬▬▬ ▬▬▬▬▬▬▬ ▬▬ ▬▬▬▬ ▬▬▬▬ ▬▬▬▬▬ ▬▬▬ ▬▬▬▬ ▬▬▬▬ ▬▬▬ ▬▬▬ ▬▬▬▬▬▬▬▬ ▬▬▬ ▬▬▬▬▬▬▬ ▬▬ ▬▬▬▬ ▬▬▬▬ ▬▬▬▬▬ ▬▬▬ ▬▬▬▬ ▬▬▬▬ ▬▬▬ ▬▬▬ ▬▬▬▬▬▬▬▬ ▬▬▬ ▬▬▬▬▬▬▬ ▬▬ ▬▬▬▬ ▬▬▬▬ ▬▬▬▬▬ ▬▬▬ ▬▬▬▬ ▬▬▬▬ ▬▬▬ ▬▬▬ ▬▬▬▬▬▬▬▬ bbox=[294, 28, 362, 1132]
arrow-line: ARROW bbox=[389, 322, 441, 337]
arrow-sub: form-fit bbox=[407, 337, 423, 342]
section-other-hills: ON OTHER "HILLS" bbox=[126, 497, 206, 516]
soph-hop-desc: fellow said today, because it is going to be one of the classiest parties of the year. bbox=[397, 114, 559, 129]
protch-ad bbox=[462, 287, 584, 311]
section-mental-lapses: MENTAL LAPSES bbox=[210, 759, 290, 771]
soph-hop-title: The Soph Hop bbox=[414, 137, 544, 162]
carles-name: CARLE'S bbox=[391, 578, 439, 590]
staff-box: UNIVERSITY DAILY KANSAN EDITORIAL STAFF ▬▬▬ ▬▬ ▬▬▬▬ ▬▬▬ ▬▬▬▬▬ ▬▬ ▬▬▬ ▬▬▬▬ ▬▬ ▬▬▬▬ ▬▬▬ ▬▬▬▬▬ ▬▬▬ ▬▬ ▬▬▬▬ ▬▬▬ ▬▬▬ ▬▬▬▬▬ ▬▬ ▬▬▬ ▬▬▬▬ ▬▬ ▬▬▬▬ ▬▬▬ ▬▬▬▬▬ ▬▬▬ ▬▬ ▬▬▬▬ ▬▬▬ ▬▬▬ ▬▬▬▬▬ ▬▬ ▬▬▬ ▬▬▬▬ ▬▬▬ ▬▬ ▬▬▬▬ ▬▬▬ ▬▬▬▬▬ ▬▬ ▬▬▬ ▬▬▬▬ ▬▬ ▬▬▬▬ ▬▬▬ ▬▬▬▬▬ ▬▬▬ ▬▬ ▬▬▬▬ ▬▬▬ ▬▬▬ ▬▬▬▬▬ ▬▬ ▬▬▬ ▬▬▬▬ ▬▬ ▬▬▬▬ ▬▬▬ ▬▬▬▬▬ ▬▬▬ ▬▬ ▬▬▬▬ ▬▬▬ ▬▬▬ ▬▬▬▬▬ ▬▬ bbox=[18, 28, 122, 139]
masthead bbox=[18, 10, 582, 24]
midway-sub: A Good Place to Eat bbox=[502, 394, 544, 399]
newspaper-page bbox=[8, 6, 592, 1132]
conklin-ad bbox=[462, 313, 584, 345]
pencil-box-icon bbox=[379, 505, 451, 537]
midway-cafe-ad bbox=[462, 383, 584, 421]
citizens-sub2: The University Bank bbox=[502, 545, 544, 550]
protch-sub: The College Tailor bbox=[504, 302, 542, 307]
suiting-line: "Suiting" You—That's My Business. bbox=[486, 424, 560, 429]
soph-hop-day: FRIDAY bbox=[463, 235, 495, 243]
college-shop3: Four First Class Barbers bbox=[498, 363, 548, 368]
masthead-title: UNIVERSITY DAILY KANSAN bbox=[227, 10, 373, 18]
pantatorium-sub2: All Work Guaranteed bbox=[501, 476, 545, 481]
carters-addr: 1025 Mass. St. bbox=[400, 675, 430, 680]
citizens-bank-ad bbox=[462, 529, 584, 563]
section-poets-corner: POET'S CORNER bbox=[210, 28, 290, 40]
carles-ad bbox=[370, 561, 460, 609]
aubrey-sub: Magazines Fruit Candies bbox=[390, 635, 440, 640]
courthouse-line: Across from the Court House bbox=[493, 604, 553, 609]
college-barber-ad bbox=[462, 346, 584, 382]
aubrey-line1: The Crispest, Freshest Pop Corn bbox=[382, 615, 448, 620]
date-line: MONDAY, NOVEMBER 19, 1917. bbox=[25, 189, 115, 196]
arrow-collar-label: COLLAR bbox=[387, 346, 443, 361]
staff-label: EDITORIAL STAFF bbox=[48, 48, 92, 54]
college-shop: College bbox=[508, 353, 538, 363]
soph-hop-line2: A bbox=[383, 113, 391, 124]
pantatorium-sub: Lessen & Weir, Props. bbox=[500, 470, 546, 475]
section-book-review: BOOK REVIEW bbox=[210, 532, 290, 544]
ed-parsons-sub2: Select a gift for Xmas now. bbox=[495, 511, 551, 516]
carles-line1: Where Cigars and Tobaccos bbox=[386, 564, 444, 569]
venus-maker: American Lead Pencil Co. bbox=[388, 541, 442, 546]
pantatorium-name: College Pantatorium bbox=[487, 461, 559, 470]
college-shop4: Next to LEE'S bbox=[508, 369, 538, 374]
ed-parsons-ad bbox=[462, 494, 584, 528]
citizens-sub: Deposits Guaranteed bbox=[502, 539, 544, 544]
midway-sub3: Basement Perkins Bldg. bbox=[498, 406, 548, 411]
carles-line2: Are Kept RIGHT bbox=[397, 570, 433, 575]
venus-pencil-ad: VENUS 10¢ PENCIL ▬▬▬ ▬▬▬▬ ▬▬ ▬▬▬ ▬▬▬▬▬▬▬ ▬▬ ▬▬▬▬▬▬▬ ▬▬ ▬▬▬ ▬▬▬▬ ▬▬▬▬ ▬▬▬ ▬▬▬▬ ▬▬ ▬▬▬ ▬▬▬▬▬ ▬▬ ▬▬▬ ▬▬▬▬ ▬▬▬▬▬▬▬ ▬▬▬ ▬▬ ▬▬▬ ▬▬▬▬▬▬▬ ▬▬▬ ▬▬▬▬ ▬▬ ▬▬▬▬▬ ▬▬ ▬▬▬▬ ▬▬▬▬▬▬▬ FREE! American Lead Pencil Co. bbox=[370, 374, 460, 558]
lander-sub2: Makes Watches Run Right bbox=[483, 734, 563, 742]
opinion-title: A PLEA FOR PUBLIC OPINION bbox=[215, 263, 285, 269]
venus-sub: 10¢ PENCIL bbox=[381, 400, 449, 414]
gift-sub3: Jewelry in the City of Lawrence. bbox=[490, 580, 556, 585]
wilsons-name: WILSON'S bbox=[493, 610, 553, 624]
paper-name: UNIVERSITY DAILY KANSAN bbox=[36, 33, 104, 48]
ed-parsons-name: ED W. PARSONS bbox=[492, 496, 554, 505]
lawrence-pantatorium-ad bbox=[370, 736, 460, 782]
lander-ad bbox=[462, 701, 584, 782]
arrow-brand: FALCON bbox=[404, 290, 426, 295]
soph-hop-body-2: Director Kounts of the Muehlbach Hotel Cabaret has been engaged to give several of his original song hits. He is a hot one and some of his stuff has just been released. bbox=[385, 189, 575, 212]
midway-name: MIDWAY CAFE bbox=[494, 385, 552, 394]
lander-addr: 917 MASS. ST. bbox=[500, 742, 546, 750]
schulz-name: SCHULZ bbox=[496, 430, 550, 445]
lander-sub: THE JEWELER bbox=[506, 726, 540, 731]
